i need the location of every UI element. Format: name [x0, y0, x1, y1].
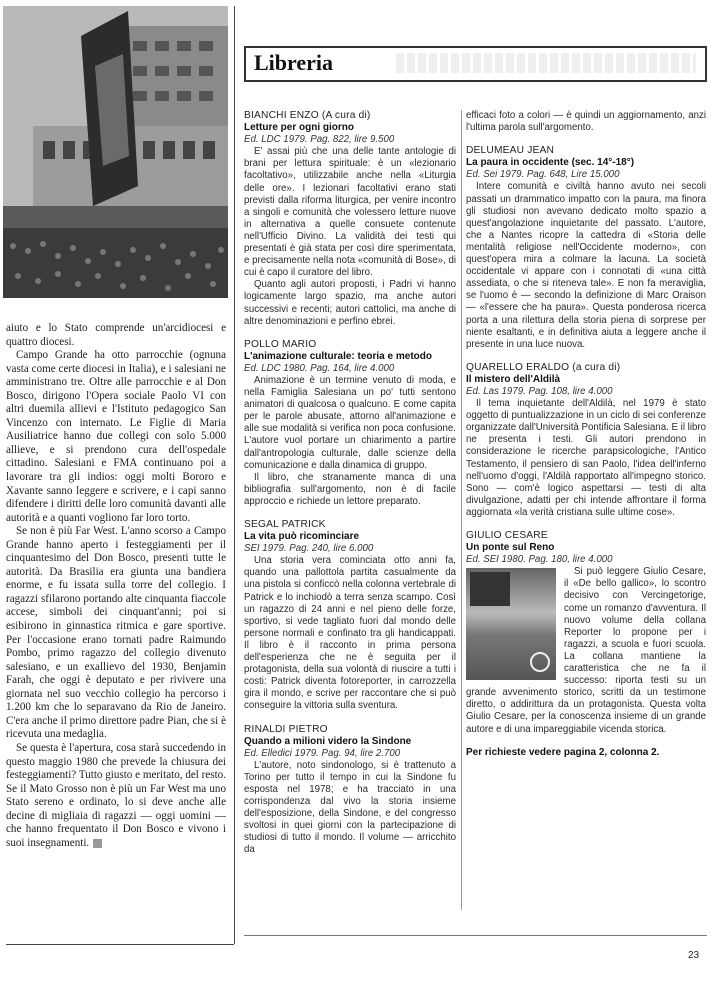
- header-photo: [3, 6, 228, 298]
- review-paragraph: Una storia vera cominciata otto anni fa, quando una pallottola partita casualmente da una pistola si conficcò nella colonna vertebrale di Patrick e lo inchiodò a terra senza scampo. Così un ragazzo di 24 anni e nel pieno delle forze, sportivo, si vede tagliato fuori dal mondo delle persone normali e confinato tra gli handicappati. Il libro è il racconto in prima persona dell'esperienza che ne è seguita per il protagonista, della sua volontà di riuscire a tutti i costi: Patrick diventa fotoreporter, in carrozzella gira il mondo, e scrive per raccontare che si può conseguire la vittoria sulla sventura.: [244, 555, 456, 712]
- bottom-rule: [6, 944, 234, 945]
- book-author: QUARELLO ERALDO (a cura di): [466, 361, 621, 373]
- book-publication: Ed. LDC 1980. Pag. 164, lire 4.000: [244, 362, 395, 374]
- review-paragraph: Il libro, che stranamente manca di una bibliografia sull'argomento, non è di facile approccio e richiede un lettore preparato.: [244, 471, 456, 507]
- review-paragraph: Quanto agli autori proposti, i Padri vi hanno logicamente largo spazio, ma anche autori successivi e recenti; autori cattolici, ma anche di altre denominazioni e perfino ebrei.: [244, 279, 456, 327]
- book-review: [244, 339, 456, 508]
- bottom-rule: [244, 935, 707, 936]
- review-paragraph: Si può leggere Giulio Cesare, il «De bello gallico», lo scontro decisivo con Vercingetorige, come un romanzo d'avventura. Il nuovo volume della collana Reporter lo propone per i ragazzi, a scuola e fuori scuola. La collana mantiene la caratteristica che ne fa il successo: riporta testi su un grande avvenimento storico, scritti da un testimone diretto, o addirittura da un protagonista. Questa volta Giulio Cesare, per la conoscenza insieme di un grande autore e di una impareggiabile vicenda storica.: [466, 566, 706, 735]
- review-paragraph: Animazione è un termine venuto di moda, e nella Famiglia Salesiana un po' tutti sentono animatori di qualcosa o qualcuno. E come capita per le parole abusate, attorno all'animazione e alle sue modalità si verifica non poca confusione. L'autore vuol portare un chiarimento a partire dall'antropologia culturale, dalle scienze della comunicazione e dalla dinamica di gruppo.: [244, 374, 456, 471]
- book-review: [466, 362, 706, 519]
- review-paragraph: efficaci foto a colori — è quindi un aggiornamento, anzi l'ultima parola sull'argomento.: [466, 110, 706, 134]
- book-author: RINALDI PIETRO: [244, 723, 328, 735]
- left-paragraph: aiuto e lo Stato comprende un'arcidiocesi e quattro diocesi.: [6, 322, 226, 348]
- book-author: BIANCHI ENZO (A cura di): [244, 110, 371, 121]
- book-author: SEGAL PATRICK: [244, 519, 326, 530]
- left-paragraph: Campo Grande ha otto parrocchie (ognuna vasta come certe diocesi in Italia), e i salesiani ne amministrano tre. Oltre alle parrocchie e al Don Bosco, dirigono l'Opera sociale Paolo VI con altri duemila allievi e l'Istituto pedagogico San Vincenzo con internato. Le Figlie di Maria Ausiliatrice hanno due collegi con solo 5.000 allieve, e si prendono cura dell'ospedale cittadino. Salesiani e FMA continuano poi a lavorare tra gli indios: oggi molti Bororo e Xavante sanno leggere e scrivere, e i capi sanno difendere i diritti delle loro comunità davanti alle autorità e a quanti vogliono far loro torto.: [6, 349, 226, 524]
- book-publication: SEI 1979. Pag. 240, lire 6.000: [244, 543, 374, 555]
- column-divider: [461, 110, 462, 910]
- book-publication: Ed. Elledici 1979. Pag. 94, lire 2.700: [244, 747, 401, 759]
- section-header: [244, 46, 707, 82]
- book-author: POLLO MARIO: [244, 338, 317, 350]
- book-publication: Ed. Las 1979. Pag. 108, lire 4.000: [466, 385, 613, 397]
- review-column-right: [466, 110, 706, 925]
- book-title: Letture per ogni giorno: [244, 122, 354, 134]
- review-paragraph: Il tema inquietante dell'Aldilà, nel 1979 è stato oggetto di puntualizzazione in un ciclo di sei conferenze organizzate dall'Università Pontificia Salesiana. E il libro ne presenta i testi. Gli autori prendono in considerazione le ricerche parapsicologiche, l'Antico Testamento, il pensiero di san Paolo, l'idea dell'inferno nell'uomo d'oggi, l'Aldilà rapportato all'impegno storico. Sono — com'è logico aspettarsi — testi di alta divulgazione, adatti per chi intende affrontare il forma aggiornata «la verità cristiana sulle ultime cose».: [466, 398, 706, 518]
- book-review: [466, 530, 706, 736]
- left-paragraph: Se non è più Far West. L'anno scorso a Campo Grande hanno aperto i festeggiamenti per il cinquantesimo del Don Bosco, presenti tutte le autorità. Da Brasilia era giunta una bandiera enorme, e fu issata sulla torre del collegio. I ragazzi sfilarono portando alte cinquanta fiaccole accese, simboli dei cinquant'anni; poi si esibirono in ginnastica ritmica e gare sportive. Per l'occasione erano tornati padre Raimundo Pombo, primo ragazzo del collegio divenuto salesiano, e un exallievo del 1930, Benjamin Farah, che oggi è deputato e per rivivere una giornata nel suo vecchio collegio ha percorso i 1.200 km che lo separavano da Rio de Janeiro. C'era anche il primo direttore padre Pian, che si è ricevuta una medaglia.: [6, 525, 226, 741]
- book-review: [244, 724, 456, 857]
- end-mark-icon: [93, 839, 102, 848]
- requests-note: Per richieste vedere pagina 2, colonna 2.: [466, 746, 660, 758]
- review-continuation: [466, 110, 706, 134]
- book-publication: Ed. Sei 1979. Pag. 648, Lire 15.000: [466, 169, 620, 181]
- review-paragraph: E' assai più che una delle tante antologie di brani per lettura spirituale: è un «lezionario facoltativo», utilizzabile anche nella «Liturgia delle ore». I lezionari facoltativi erano stati previsti dalla riforma liturgica, per venire incontro a singoli e comunità che volessero letture nuove in alternativa a quelle consuete contenute nell'Ufficio Divino. La validità dei testi qui presentati è già stata per così dire sperimentata, e precisamente nella nota «comunità di Bose», di cui è capo il curatore del libro.: [244, 146, 456, 279]
- book-author: DELUMEAU JEAN: [466, 145, 555, 157]
- building-photo-illustration: [3, 6, 228, 298]
- book-author: GIULIO CESARE: [466, 530, 548, 541]
- book-publication: Ed. SEI 1980. Pag. 180, lire 4.000: [466, 554, 613, 566]
- review-column-middle: [244, 110, 456, 900]
- book-title: La paura in occidente (sec. 14°-18°): [466, 157, 635, 169]
- review-paragraph: Intere comunità e civiltà hanno avuto nei secoli passati un drammatico impatto con la paura, ma finora gli studiosi non avevano dedicato molto spazio a quest'angolazione inquietante del passato. L'autore, che a Nantes ricopre la cattedra di «Storia delle mentalità religiose nell'Occidente moderno», con quest'opera mira a colmare la lacuna. La società occidentale vi appare con i connotati di «una città assediata, o che si riteneva tale». E non fa meraviglia, se l'uomo è — secondo la definizione di Marc Oraison — «l'essere che ha paura». Questa ponderosa ricerca porta a una rilettura della storia piena di sorprese per niente esaltanti, e in definitiva aiuta a leggere anche il presente in una luce nuova.: [466, 181, 706, 350]
- book-title: Il mistero dell'Aldilà: [466, 373, 561, 385]
- book-title: L'animazione culturale: teoria e metodo: [244, 350, 432, 362]
- column-divider: [234, 6, 235, 944]
- book-title: La vita può ricominciare: [244, 531, 360, 543]
- book-cover-image: [466, 568, 556, 680]
- header-ghost-texture: [396, 53, 696, 73]
- book-review: [466, 145, 706, 351]
- book-publication: Ed. LDC 1979. Pag. 822, lire 9.500: [244, 134, 395, 146]
- page-number: 23: [688, 950, 700, 961]
- review-paragraph: L'autore, noto sindonologo, si è trattenuto a Torino per tutto il tempo in cui la Sindone fu esposta nel 1978; e ha tracciato in una corrispondenza dal vivo la storia insieme dell'esposizione, della Sindone, e del congresso svoltosi in quei giorni con la partecipazione di studiosi di tutto il mondo. Il volume — arricchito da: [244, 759, 456, 856]
- book-title: Quando a milioni videro la Sindone: [244, 735, 412, 747]
- left-article-column: [6, 322, 226, 942]
- section-title: Libreria: [254, 50, 334, 75]
- book-review: [244, 110, 456, 328]
- book-title: Un ponte sul Reno: [466, 542, 555, 554]
- left-paragraph: Se questa è l'apertura, cosa starà succedendo in questo maggio 1980 che prevede la chiusura dei festeggiamenti? Tutto giusto e meritato, del resto. Se il Mato Grosso non è più un Far West ma uno Stato sereno e ordinato, lo si deve anche alle decine di migliaia di ragazzi — oggi uomini — che hanno frequentato il Don Bosco e vivono i suoi insegnamenti.: [6, 741, 226, 849]
- book-review: [244, 519, 456, 713]
